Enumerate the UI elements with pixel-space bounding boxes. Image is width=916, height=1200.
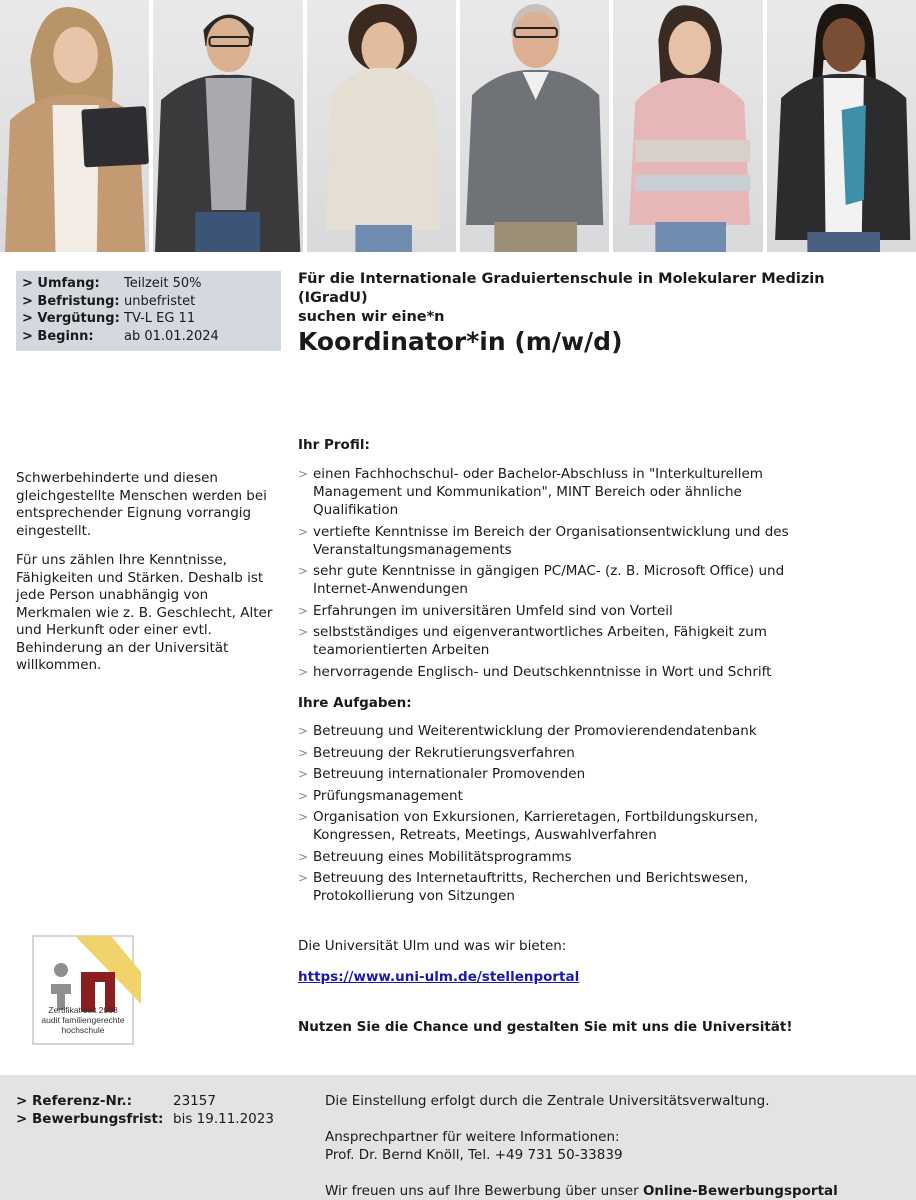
disability-note: Schwerbehinderte und diesen gleichgestellte Menschen werden bei entsprechender Eignung vorrangig eingestellt. [16, 470, 267, 539]
list-item-text: Betreuung internationaler Promovenden [313, 766, 586, 782]
list-item [298, 663, 828, 681]
fact-key: > Befristung: [22, 293, 120, 309]
fact-umfang [22, 275, 275, 293]
contact-label: Ansprechpartner für weitere Informationen: [325, 1129, 620, 1145]
contact-person: Prof. Dr. Bernd Knöll, Tel. +49 731 50-33839 [325, 1147, 623, 1163]
bullet-marker: > [298, 745, 309, 760]
list-item-text: Betreuung des Internetauftritts, Recherchen und Berichtswesen, Protokollierung von Sitzungen [313, 870, 749, 904]
job-portal-link[interactable]: https://www.uni-ulm.de/stellenportal [298, 969, 580, 985]
bullet-marker: > [298, 664, 309, 679]
list-item-text: Betreuung eines Mobilitätsprogramms [313, 848, 572, 865]
certificate-line-1: Zertifikat seit 2008 [48, 1005, 118, 1015]
fact-verguetung [22, 310, 275, 328]
family-audit-certificate [25, 932, 141, 1048]
reference-info [16, 1092, 274, 1128]
list-item-text: einen Fachhochschul- oder Bachelor-Abschluss in "Interkulturellem Management und Kommunikation", MINT Bereich oder ähnliche Qualifikation [313, 466, 763, 518]
closing-statement: Nutzen Sie die Chance und gestalten Sie mit uns die Universität! [298, 1019, 793, 1035]
bullet-marker: > [298, 724, 309, 738]
contact-block [325, 1128, 885, 1164]
certificate-line-3: hochschule [61, 1025, 105, 1035]
fact-key: > Umfang: [22, 276, 100, 291]
list-item [298, 602, 828, 620]
fact-beginn [22, 328, 275, 346]
staff-photo-4 [460, 0, 609, 252]
bullet-marker: > [298, 849, 309, 864]
job-facts-box [16, 271, 281, 351]
bullet-marker: > [298, 810, 309, 824]
fact-value: TV-L EG 11 [124, 311, 196, 326]
staff-photo-6 [767, 0, 916, 252]
intro-line-1: Für die Internationale Graduiertenschule in Molekularer Medizin (IGradU) [298, 271, 825, 306]
list-item [298, 787, 828, 805]
list-item-text: selbstständiges und eigenverantwortliches Arbeiten, Fähigkeit zum teamorientierten Arbeiten [313, 624, 767, 658]
list-item-text: Betreuung der Rekrutierungsverfahren [313, 744, 575, 761]
tasks-heading: Ihre Aufgaben: [298, 695, 412, 711]
bullet-marker: > [298, 788, 309, 803]
reference-value: 23157 [173, 1093, 216, 1109]
list-item [298, 465, 828, 519]
reference-number-row [16, 1092, 274, 1110]
fact-key: > Beginn: [22, 328, 94, 344]
bullet-marker: > [298, 467, 309, 481]
fact-value: ab 01.01.2024 [124, 328, 219, 344]
apply-note [325, 1182, 885, 1200]
footer-panel [0, 1075, 916, 1200]
list-item-text: Betreuung und Weiterentwicklung der Promovierendendatenbank [313, 723, 757, 739]
intro-line-2: suchen wir eine*n [298, 309, 445, 325]
deadline-key: > Bewerbungsfrist: [16, 1111, 164, 1127]
bullet-marker: > [298, 767, 309, 781]
list-item [298, 523, 828, 559]
bullet-marker: > [298, 524, 309, 539]
footer-info [325, 1092, 885, 1200]
list-item-text: Organisation von Exkursionen, Karrieretagen, Fortbildungskursen, Kongressen, Retreats, Meetings, Auswahlverfahren [313, 809, 759, 843]
deadline-value: bis 19.11.2023 [173, 1111, 274, 1127]
list-item [298, 744, 828, 762]
certificate-line-2: audit familiengerechte [41, 1015, 125, 1025]
reference-key: > Referenz-Nr.: [16, 1093, 133, 1109]
hiring-note: Die Einstellung erfolgt durch die Zentrale Universitätsverwaltung. [325, 1093, 770, 1109]
online-portal-link[interactable]: Online-Bewerbungsportal [642, 1183, 838, 1199]
fact-value: Teilzeit 50% [124, 276, 202, 291]
list-item [298, 623, 828, 659]
staff-photo-strip [0, 0, 916, 252]
deadline-row [16, 1110, 274, 1128]
list-item [298, 765, 828, 783]
job-title: Koordinator*in (m/w/d) [298, 327, 623, 356]
fact-befristung [22, 293, 275, 311]
bullet-marker: > [298, 603, 309, 618]
staff-photo-1 [0, 0, 149, 252]
list-item [298, 848, 828, 866]
list-item-text: Prüfungsmanagement [313, 787, 463, 804]
list-item [298, 722, 828, 740]
list-item-text: vertiefte Kenntnisse im Bereich der Organisationsentwicklung und des Veranstaltungsmanagements [313, 523, 789, 558]
fact-value: unbefristet [124, 293, 196, 309]
profile-heading: Ihr Profil: [298, 437, 370, 453]
list-item-text: sehr gute Kenntnisse in gängigen PC/MAC- (z. B. Microsoft Office) und Internet-Anwendungen [313, 563, 785, 597]
profile-list [298, 465, 828, 684]
list-item [298, 562, 828, 598]
apply-prefix: Wir freuen uns auf Ihre Bewerbung über unser [325, 1183, 639, 1199]
staff-photo-2 [153, 0, 302, 252]
list-item [298, 869, 828, 905]
job-intro [298, 270, 858, 327]
tasks-list [298, 722, 828, 909]
equality-note: Für uns zählen Ihre Kenntnisse, Fähigkeiten und Stärken. Deshalb ist jede Person unabhängig von Merkmalen wie z. B. Geschlecht, Alter und Herkunft oder einer evtl. Behinderung an der Universität willkommen. [16, 552, 273, 673]
list-item-text: Erfahrungen im universitären Umfeld sind von Vorteil [313, 602, 673, 619]
staff-photo-5 [613, 0, 762, 252]
bullet-marker: > [298, 564, 309, 578]
fact-key: > Vergütung: [22, 311, 120, 326]
list-item [298, 808, 828, 844]
bullet-marker: > [298, 625, 309, 639]
offer-text: Die Universität Ulm und was wir bieten: [298, 938, 567, 954]
bullet-marker: > [298, 871, 309, 885]
list-item-text: hervorragende Englisch- und Deutschkenntnisse in Wort und Schrift [313, 663, 772, 680]
staff-photo-3 [307, 0, 456, 252]
diversity-statement [16, 470, 284, 675]
